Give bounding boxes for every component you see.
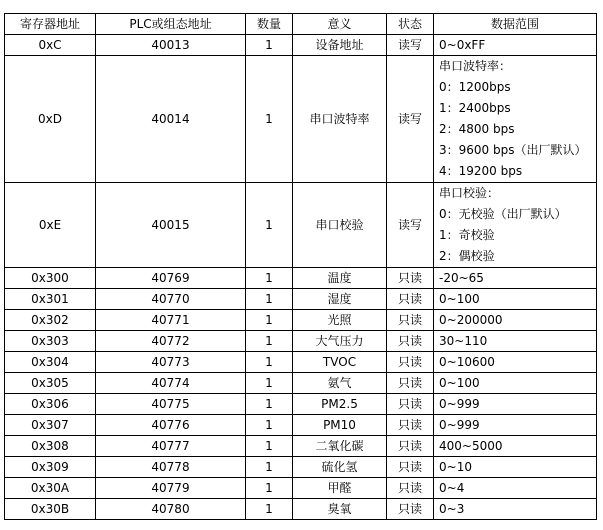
data-range-line: 400~5000 [439,439,503,453]
data-range-cell [434,457,597,478]
meaning-cell: 温度 [293,268,387,289]
quantity-cell: 1 [246,415,293,436]
register-address-cell: 0xE [5,183,96,268]
quantity-cell: 1 [246,35,293,56]
register-table [4,13,597,520]
status-cell: 只读 [387,394,434,415]
data-range-line: 0~10600 [439,355,495,369]
status-cell: 只读 [387,415,434,436]
register-address-cell: 0x303 [5,331,96,352]
data-range-cell [434,56,597,183]
register-address-cell: 0x308 [5,436,96,457]
data-range-cell [434,415,597,436]
header-quantity: 数量 [246,14,293,35]
data-range-line: 0~200000 [439,313,503,327]
table-row [5,373,597,394]
status-cell: 读写 [387,183,434,268]
table-row [5,310,597,331]
data-range-cell [434,352,597,373]
meaning-cell: 臭氧 [293,499,387,520]
status-cell: 只读 [387,436,434,457]
table-row [5,457,597,478]
data-range-line: 0~10 [439,460,472,474]
header-meaning: 意义 [293,14,387,35]
data-range-line: 30~110 [439,334,488,348]
data-range-cell [434,183,597,268]
data-range-cell [434,289,597,310]
data-range-line: 2：偶校验 [439,249,495,263]
quantity-cell: 1 [246,373,293,394]
plc-address-cell: 40776 [96,415,246,436]
meaning-cell: TVOC [293,352,387,373]
status-cell: 只读 [387,268,434,289]
data-range-line: 0：无校验（出厂默认） [439,207,567,221]
meaning-cell: 串口校验 [293,183,387,268]
quantity-cell: 1 [246,268,293,289]
quantity-cell: 1 [246,436,293,457]
data-range-line: 0~3 [439,502,465,516]
data-range-line: 2：4800 bps [439,122,515,136]
status-cell: 只读 [387,457,434,478]
data-range-cell [434,268,597,289]
register-address-cell: 0x304 [5,352,96,373]
data-range-line: 0：1200bps [439,80,511,94]
status-cell: 只读 [387,373,434,394]
quantity-cell: 1 [246,183,293,268]
data-range-line: 串口波特率： [439,59,512,73]
meaning-cell: 氨气 [293,373,387,394]
status-cell: 读写 [387,56,434,183]
plc-address-cell: 40777 [96,436,246,457]
plc-address-cell: 40013 [96,35,246,56]
table-body [5,35,597,520]
data-range-line: 0~100 [439,292,480,306]
register-address-cell: 0x307 [5,415,96,436]
header-row [5,14,597,35]
table-row [5,478,597,499]
quantity-cell: 1 [246,499,293,520]
register-address-cell: 0x309 [5,457,96,478]
register-address-cell: 0xD [5,56,96,183]
quantity-cell: 1 [246,56,293,183]
status-cell: 只读 [387,499,434,520]
table-row [5,268,597,289]
plc-address-cell: 40769 [96,268,246,289]
plc-address-cell: 40780 [96,499,246,520]
status-cell: 只读 [387,478,434,499]
data-range-line: 0~0xFF [439,38,486,52]
plc-address-cell: 40770 [96,289,246,310]
register-address-cell: 0x30A [5,478,96,499]
table-row [5,56,597,183]
plc-address-cell: 40014 [96,56,246,183]
meaning-cell: 光照 [293,310,387,331]
register-address-cell: 0xC [5,35,96,56]
status-cell: 只读 [387,289,434,310]
meaning-cell: 二氧化碳 [293,436,387,457]
table-row [5,499,597,520]
table-row [5,289,597,310]
table-row [5,352,597,373]
header-status: 状态 [387,14,434,35]
data-range-line: -20~65 [439,271,484,285]
data-range-cell [434,436,597,457]
plc-address-cell: 40772 [96,331,246,352]
meaning-cell: 硫化氢 [293,457,387,478]
quantity-cell: 1 [246,289,293,310]
data-range-line: 3：9600 bps（出厂默认） [439,143,587,157]
data-range-cell [434,331,597,352]
table-row [5,436,597,457]
data-range-line: 1：2400bps [439,101,511,115]
data-range-line: 0~999 [439,397,480,411]
register-address-cell: 0x30B [5,499,96,520]
status-cell: 只读 [387,331,434,352]
plc-address-cell: 40774 [96,373,246,394]
data-range-cell [434,499,597,520]
data-range-line: 0~4 [439,481,465,495]
table-row [5,35,597,56]
meaning-cell: 设备地址 [293,35,387,56]
plc-address-cell: 40779 [96,478,246,499]
status-cell: 只读 [387,352,434,373]
plc-address-cell: 40773 [96,352,246,373]
header-register-address: 寄存器地址 [5,14,96,35]
meaning-cell: 串口波特率 [293,56,387,183]
table-row [5,331,597,352]
quantity-cell: 1 [246,331,293,352]
table-row [5,394,597,415]
status-cell: 读写 [387,35,434,56]
register-address-cell: 0x305 [5,373,96,394]
plc-address-cell: 40771 [96,310,246,331]
meaning-cell: 大气压力 [293,331,387,352]
data-range-cell [434,373,597,394]
register-address-cell: 0x306 [5,394,96,415]
table-row [5,183,597,268]
meaning-cell: 湿度 [293,289,387,310]
table-row [5,415,597,436]
quantity-cell: 1 [246,352,293,373]
meaning-cell: PM2.5 [293,394,387,415]
status-cell: 只读 [387,310,434,331]
data-range-cell [434,35,597,56]
quantity-cell: 1 [246,457,293,478]
data-range-cell [434,310,597,331]
quantity-cell: 1 [246,478,293,499]
register-address-cell: 0x302 [5,310,96,331]
data-range-line: 0~999 [439,418,480,432]
meaning-cell: PM10 [293,415,387,436]
data-range-line: 0~100 [439,376,480,390]
data-range-line: 1：奇校验 [439,228,495,242]
header-data-range: 数据范围 [434,14,597,35]
plc-address-cell: 40015 [96,183,246,268]
header-plc-address: PLC或组态地址 [96,14,246,35]
data-range-cell [434,478,597,499]
data-range-line: 串口校验： [439,186,500,200]
data-range-cell [434,394,597,415]
quantity-cell: 1 [246,394,293,415]
register-address-cell: 0x301 [5,289,96,310]
meaning-cell: 甲醛 [293,478,387,499]
plc-address-cell: 40775 [96,394,246,415]
data-range-line: 4：19200 bps [439,164,523,178]
quantity-cell: 1 [246,310,293,331]
register-address-cell: 0x300 [5,268,96,289]
plc-address-cell: 40778 [96,457,246,478]
